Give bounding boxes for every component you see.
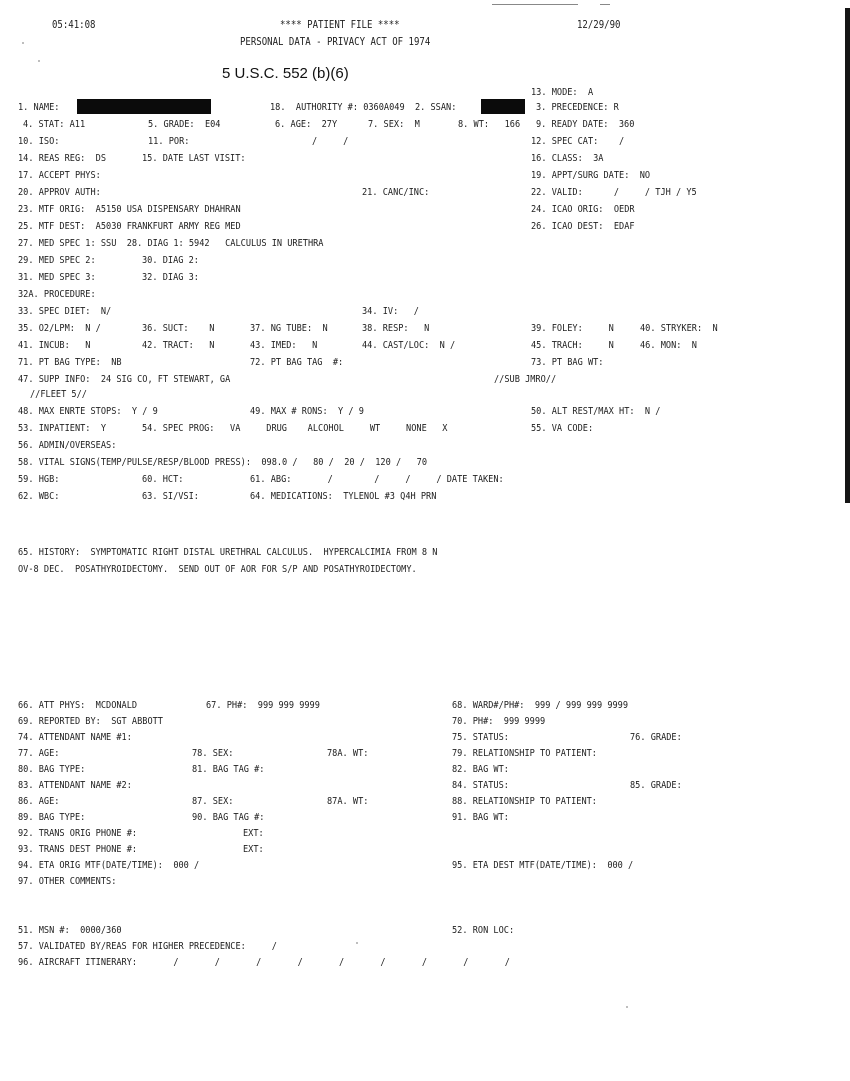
field-attendant-2-grade: 85. GRADE:: [630, 780, 682, 791]
field-alt-rest-max-ht: 50. ALT REST/MAX HT: N /: [531, 406, 661, 417]
field-attendant-2-age: 86. AGE:: [18, 796, 60, 807]
field-att-phys-phone: 67. PH#: 999 999 9999: [206, 700, 320, 711]
field-attendant-2-relationship: 88. RELATIONSHIP TO PATIENT:: [452, 796, 597, 807]
field-o2-lpm: 35. O2/LPM: N /: [18, 323, 101, 334]
field-tract: 42. TRACT: N: [142, 340, 215, 351]
field-ward-phone: 68. WARD#/PH#: 999 / 999 999 9999: [452, 700, 629, 711]
scan-artifact-line: [492, 4, 578, 5]
field-va-code: 55. VA CODE:: [531, 423, 594, 434]
field-iv: 34. IV: /: [362, 306, 419, 317]
field-attendant-2-name: 83. ATTENDANT NAME #2:: [18, 780, 132, 791]
field-att-phys: 66. ATT PHYS: MCDONALD: [18, 700, 138, 711]
field-inpatient: 53. INPATIENT: Y: [18, 423, 107, 434]
field-procedure: 32A. PROCEDURE:: [18, 289, 96, 300]
privacy-act-notice: PERSONAL DATA - PRIVACY ACT OF 1974: [240, 36, 431, 48]
field-eta-orig-mtf: 94. ETA ORIG MTF(DATE/TIME): 000 /: [18, 860, 200, 871]
field-suct: 36. SUCT: N: [142, 323, 215, 334]
field-max-rons: 49. MAX # RONS: Y / 9: [250, 406, 364, 417]
field-vital-signs: 58. VITAL SIGNS(TEMP/PULSE/RESP/BLOOD PRESS): 098.0 / 80 / 20 / 120 / 70: [18, 457, 428, 468]
field-icao-orig: 24. ICAO ORIG: OEDR: [531, 204, 635, 215]
field-trans-dest-phone: 93. TRANS DEST PHONE #:: [18, 844, 138, 855]
field-attendant-2-bag-tag: 90. BAG TAG #:: [192, 812, 265, 823]
field-msn: 51. MSN #: 0000/360: [18, 925, 122, 936]
field-hgb: 59. HGB:: [18, 474, 60, 485]
field-cast-loc: 44. CAST/LOC: N /: [362, 340, 456, 351]
field-spec-prog: 54. SPEC PROG: VA DRUG ALCOHOL WT NONE X: [142, 423, 448, 434]
field-name: 1. NAME:: [18, 102, 60, 113]
field-attendant-1-relationship: 79. RELATIONSHIP TO PATIENT:: [452, 748, 597, 759]
field-age: 6. AGE: 27Y: [275, 119, 338, 130]
redaction-citation: 5 U.S.C. 552 (b)(6): [222, 65, 349, 82]
field-pt-bag-type: 71. PT BAG TYPE: NB: [18, 357, 122, 368]
field-attendant-2-status: 84. STATUS:: [452, 780, 509, 791]
field-medications: 64. MEDICATIONS: TYLENOL #3 Q4H PRN: [250, 491, 437, 502]
field-attendant-1-name: 74. ATTENDANT NAME #1:: [18, 732, 132, 743]
field-iso: 10. ISO:: [18, 136, 60, 147]
field-trans-orig-ext: EXT:: [243, 828, 264, 839]
scan-speck: [356, 942, 358, 944]
field-reported-by-phone: 70. PH#: 999 9999: [452, 716, 546, 727]
field-mon: 46. MON: N: [640, 340, 697, 351]
field-foley: 39. FOLEY: N: [531, 323, 614, 334]
field-attendant-1-wt: 78A. WT:: [327, 748, 369, 759]
field-authority-ssan: 18. AUTHORITY #: 0360A049 2. SSAN:: [270, 102, 457, 113]
scan-speck: [626, 1006, 628, 1008]
field-history-cont: OV-8 DEC. POSATHYROIDECTOMY. SEND OUT OF AOR FOR S/P AND POSATHYROIDECTOMY.: [18, 564, 417, 575]
field-wbc: 62. WBC:: [18, 491, 60, 502]
scan-edge-shadow: [845, 8, 850, 503]
document-title: **** PATIENT FILE ****: [280, 19, 400, 31]
field-attendant-2-bag-type: 89. BAG TYPE:: [18, 812, 86, 823]
field-supp-info-sub: //SUB JMRO//: [494, 374, 557, 385]
scan-artifact-line: [600, 4, 610, 5]
field-weight: 8. WT: 166: [458, 119, 521, 130]
field-precedence: 3. PRECEDENCE: R: [536, 102, 619, 113]
field-med-spec-2: 29. MED SPEC 2:: [18, 255, 96, 266]
field-supp-info: 47. SUPP INFO: 24 SIG CO, FT STEWART, GA: [18, 374, 231, 385]
scan-speck: [38, 60, 40, 62]
field-trans-dest-ext: EXT:: [243, 844, 264, 855]
field-attendant-1-status: 75. STATUS:: [452, 732, 509, 743]
field-stryker: 40. STRYKER: N: [640, 323, 718, 334]
field-mtf-dest: 25. MTF DEST: A5030 FRANKFURT ARMY REG MED: [18, 221, 241, 232]
field-reas-reg: 14. REAS REG: DS: [18, 153, 107, 164]
scan-speck: [22, 42, 24, 44]
field-aircraft-itinerary: 96. AIRCRAFT ITINERARY: / / / / / / / / /: [18, 957, 510, 968]
field-diag-3: 32. DIAG 3:: [142, 272, 199, 283]
field-canc-inc: 21. CANC/INC:: [362, 187, 430, 198]
field-med-spec-1-diag-1: 27. MED SPEC 1: SSU 28. DIAG 1: 5942 CALCULUS IN URETHRA: [18, 238, 324, 249]
field-mode: 13. MODE: A: [531, 87, 594, 98]
field-accept-phys: 17. ACCEPT PHYS:: [18, 170, 101, 181]
field-validated-by: 57. VALIDATED BY/REAS FOR HIGHER PRECEDENCE: /: [18, 941, 277, 952]
field-stat: 4. STAT: A11: [23, 119, 86, 130]
field-trans-orig-phone: 92. TRANS ORIG PHONE #:: [18, 828, 138, 839]
print-time: 05:41:08: [52, 19, 96, 31]
field-attendant-1-bag-tag: 81. BAG TAG #:: [192, 764, 265, 775]
field-spec-cat: 12. SPEC CAT: /: [531, 136, 625, 147]
field-reported-by: 69. REPORTED BY: SGT ABBOTT: [18, 716, 163, 727]
field-resp: 38. RESP: N: [362, 323, 430, 334]
field-admin-overseas: 56. ADMIN/OVERSEAS:: [18, 440, 117, 451]
field-attendant-1-age: 77. AGE:: [18, 748, 60, 759]
field-por: 11. POR:: [148, 136, 190, 147]
print-date: 12/29/90: [577, 19, 621, 31]
field-ron-loc: 52. RON LOC:: [452, 925, 515, 936]
field-valid: 22. VALID: / / TJH / Y5: [531, 187, 697, 198]
field-imed: 43. IMED: N: [250, 340, 318, 351]
field-ready-date: 9. READY DATE: 360: [536, 119, 635, 130]
field-hct: 60. HCT:: [142, 474, 184, 485]
field-spec-diet: 33. SPEC DIET: N/: [18, 306, 112, 317]
field-attendant-1-bag-wt: 82. BAG WT:: [452, 764, 509, 775]
field-eta-dest-mtf: 95. ETA DEST MTF(DATE/TIME): 000 /: [452, 860, 634, 871]
field-pt-bag-wt: 73. PT BAG WT:: [531, 357, 604, 368]
field-class: 16. CLASS: 3A: [531, 153, 604, 164]
field-attendant-2-wt: 87A. WT:: [327, 796, 369, 807]
field-approv-auth: 20. APPROV AUTH:: [18, 187, 101, 198]
field-por-date: / /: [312, 136, 349, 147]
field-abg: 61. ABG: / / / / DATE TAKEN:: [250, 474, 504, 485]
redacted-name: [77, 99, 211, 114]
field-max-enrte-stops: 48. MAX ENRTE STOPS: Y / 9: [18, 406, 158, 417]
field-sex: 7. SEX: M: [368, 119, 420, 130]
field-attendant-2-bag-wt: 91. BAG WT:: [452, 812, 509, 823]
field-diag-2: 30. DIAG 2:: [142, 255, 199, 266]
field-appt-surg-date: 19. APPT/SURG DATE: NO: [531, 170, 651, 181]
field-grade: 5. GRADE: E04: [148, 119, 221, 130]
field-incub: 41. INCUB: N: [18, 340, 91, 351]
field-supp-info-fleet: //FLEET 5//: [30, 389, 87, 400]
field-date-last-visit: 15. DATE LAST VISIT:: [142, 153, 246, 164]
field-other-comments: 97. OTHER COMMENTS:: [18, 876, 117, 887]
field-attendant-1-sex: 78. SEX:: [192, 748, 234, 759]
field-attendant-2-sex: 87. SEX:: [192, 796, 234, 807]
field-icao-dest: 26. ICAO DEST: EDAF: [531, 221, 635, 232]
field-pt-bag-tag: 72. PT BAG TAG #:: [250, 357, 344, 368]
field-trach: 45. TRACH: N: [531, 340, 614, 351]
field-history: 65. HISTORY: SYMPTOMATIC RIGHT DISTAL URETHRAL CALCULUS. HYPERCALCIMIA FROM 8 N: [18, 547, 438, 558]
field-attendant-1-bag-type: 80. BAG TYPE:: [18, 764, 86, 775]
field-ng-tube: 37. NG TUBE: N: [250, 323, 328, 334]
field-mtf-orig: 23. MTF ORIG: A5150 USA DISPENSARY DHAHRAN: [18, 204, 241, 215]
field-si-vsi: 63. SI/VSI:: [142, 491, 199, 502]
redacted-ssan: [481, 99, 525, 114]
field-med-spec-3: 31. MED SPEC 3:: [18, 272, 96, 283]
field-attendant-1-grade: 76. GRADE:: [630, 732, 682, 743]
